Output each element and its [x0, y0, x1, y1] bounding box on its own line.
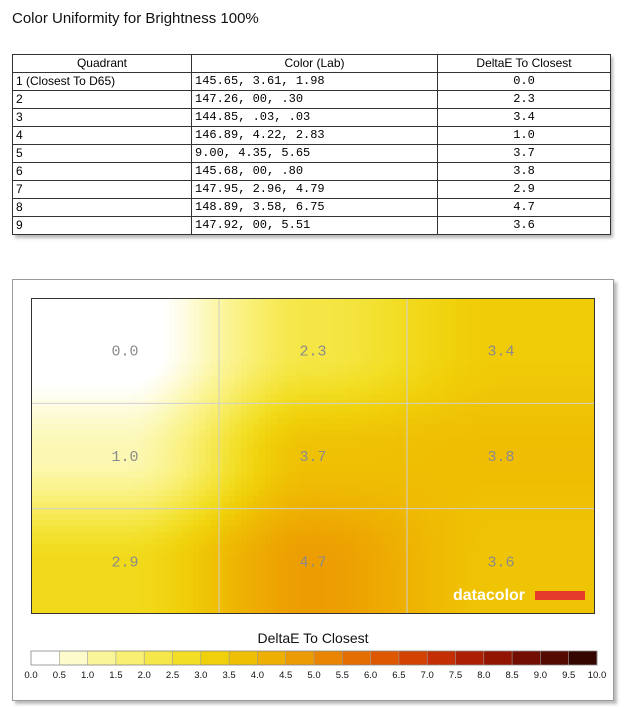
quadrant-cell: 7 [13, 181, 192, 199]
quadrant-cell: 2 [13, 91, 192, 109]
colorbar [13, 648, 613, 688]
lab-value-cell: 144.85, .03, .03 [192, 109, 438, 127]
colorbar-swatch [512, 651, 541, 665]
colorbar-tick-label: 7.0 [420, 670, 434, 681]
colorbar-swatch [314, 651, 343, 665]
quadrant-cell: 8 [13, 199, 192, 217]
colorbar-tick-label: 8.5 [505, 670, 519, 681]
heatmap-cell-label: 3.4 [487, 343, 515, 361]
colorbar-tick-label: 2.5 [165, 670, 180, 681]
quadrant-cell: 5 [13, 145, 192, 163]
colorbar-tick-label: 8.0 [477, 670, 491, 681]
heatmap-cell-label: 3.6 [487, 554, 515, 572]
table-row [13, 145, 611, 163]
lab-value-cell: 147.95, 2.96, 4.79 [192, 181, 438, 199]
colorbar-tick-label: 7.5 [448, 670, 463, 681]
colorbar-swatch [201, 651, 230, 665]
table-row [13, 217, 611, 235]
colorbar-title: DeltaE To Closest [257, 630, 369, 646]
quadrant-cell: 3 [13, 109, 192, 127]
colorbar-swatch [286, 651, 315, 665]
colorbar-swatch [88, 651, 117, 665]
lab-value-cell: 148.89, 3.58, 6.75 [192, 199, 438, 217]
colorbar-swatch [427, 651, 456, 665]
colorbar-swatch [456, 651, 485, 665]
uniformity-heatmap [31, 298, 595, 614]
colorbar-swatch [31, 651, 60, 665]
heatmap-cell-label: 3.8 [487, 449, 515, 466]
lab-value-cell: 9.00, 4.35, 5.65 [192, 145, 438, 163]
deltae-cell: 1.0 [438, 127, 611, 145]
colorbar-tick-label: 0.0 [24, 670, 38, 681]
table-row [13, 199, 611, 217]
table-row [13, 163, 611, 181]
uniformity-table-container [12, 54, 610, 235]
deltae-cell: 3.8 [438, 163, 611, 181]
colorbar-tick-label: 0.5 [52, 670, 66, 681]
colorbar-tick-label: 10.0 [587, 670, 607, 681]
lab-value-cell: 147.26, 00, .30 [192, 91, 438, 109]
colorbar-swatch [540, 651, 569, 665]
colorbar-swatch [484, 651, 513, 665]
table-row [13, 91, 611, 109]
datacolor-logo-bar [535, 591, 585, 600]
quadrant-cell: 9 [13, 217, 192, 235]
colorbar-swatch [257, 651, 286, 665]
deltae-cell: 0.0 [438, 73, 611, 91]
uniformity-chart-panel [12, 279, 614, 701]
heatmap-cell-label: 0.0 [111, 343, 139, 361]
lab-value-cell: 146.89, 4.22, 2.83 [192, 127, 438, 145]
colorbar-swatch [342, 651, 371, 665]
uniformity-table [12, 54, 611, 235]
table-header-row [13, 55, 611, 73]
colorbar-tick-label: 1.0 [80, 670, 95, 681]
colorbar-swatch [173, 651, 202, 665]
colorbar-tick-label: 5.5 [335, 670, 349, 681]
lab-value-cell: 145.68, 00, .80 [192, 163, 438, 181]
heatmap-cell-label: 3.7 [299, 449, 327, 466]
table-row [13, 109, 611, 127]
table-row [13, 127, 611, 145]
colorbar-swatch [371, 651, 400, 665]
quadrant-cell: 1 (Closest To D65) [13, 73, 192, 91]
colorbar-swatch [229, 651, 258, 665]
deltae-cell: 4.7 [438, 199, 611, 217]
deltae-cell: 2.9 [438, 181, 611, 199]
lab-value-cell: 145.65, 3.61, 1.98 [192, 73, 438, 91]
header-color-lab: Color (Lab) [192, 55, 438, 73]
deltae-cell: 3.7 [438, 145, 611, 163]
colorbar-tick-label: 3.5 [222, 670, 236, 681]
colorbar-tick-label: 9.5 [562, 670, 576, 681]
header-deltae: DeltaE To Closest [438, 55, 611, 73]
colorbar-tick-label: 4.0 [250, 670, 265, 681]
colorbar-tick-label: 9.0 [533, 670, 548, 681]
colorbar-swatch [569, 651, 598, 665]
colorbar-swatch [59, 651, 88, 665]
deltae-cell: 3.4 [438, 109, 611, 127]
colorbar-tick-label: 6.0 [363, 670, 378, 681]
colorbar-tick-label: 6.5 [392, 670, 406, 681]
deltae-cell: 3.6 [438, 217, 611, 235]
colorbar-swatch [116, 651, 145, 665]
colorbar-tick-label: 4.5 [279, 670, 293, 681]
quadrant-cell: 4 [13, 127, 192, 145]
quadrant-cell: 6 [13, 163, 192, 181]
datacolor-logo: datacolor [453, 587, 526, 604]
colorbar-tick-label: 5.0 [307, 670, 321, 681]
colorbar-swatch [144, 651, 173, 665]
heatmap-cell-label: 1.0 [111, 449, 139, 466]
header-quadrant: Quadrant [13, 55, 192, 73]
deltae-cell: 2.3 [438, 91, 611, 109]
heatmap-cell-label: 2.9 [111, 554, 139, 572]
lab-value-cell: 147.92, 00, 5.51 [192, 217, 438, 235]
colorbar-tick-label: 3.0 [194, 670, 208, 681]
colorbar-tick-label: 2.0 [137, 670, 151, 681]
colorbar-swatch [399, 651, 428, 665]
colorbar-tick-label: 1.5 [109, 670, 123, 681]
heatmap-cell-label: 2.3 [299, 343, 327, 361]
page-title: Color Uniformity for Brightness 100% [12, 10, 259, 27]
table-row [13, 73, 611, 91]
table-row [13, 181, 611, 199]
heatmap-cell-label: 4.7 [299, 554, 327, 572]
